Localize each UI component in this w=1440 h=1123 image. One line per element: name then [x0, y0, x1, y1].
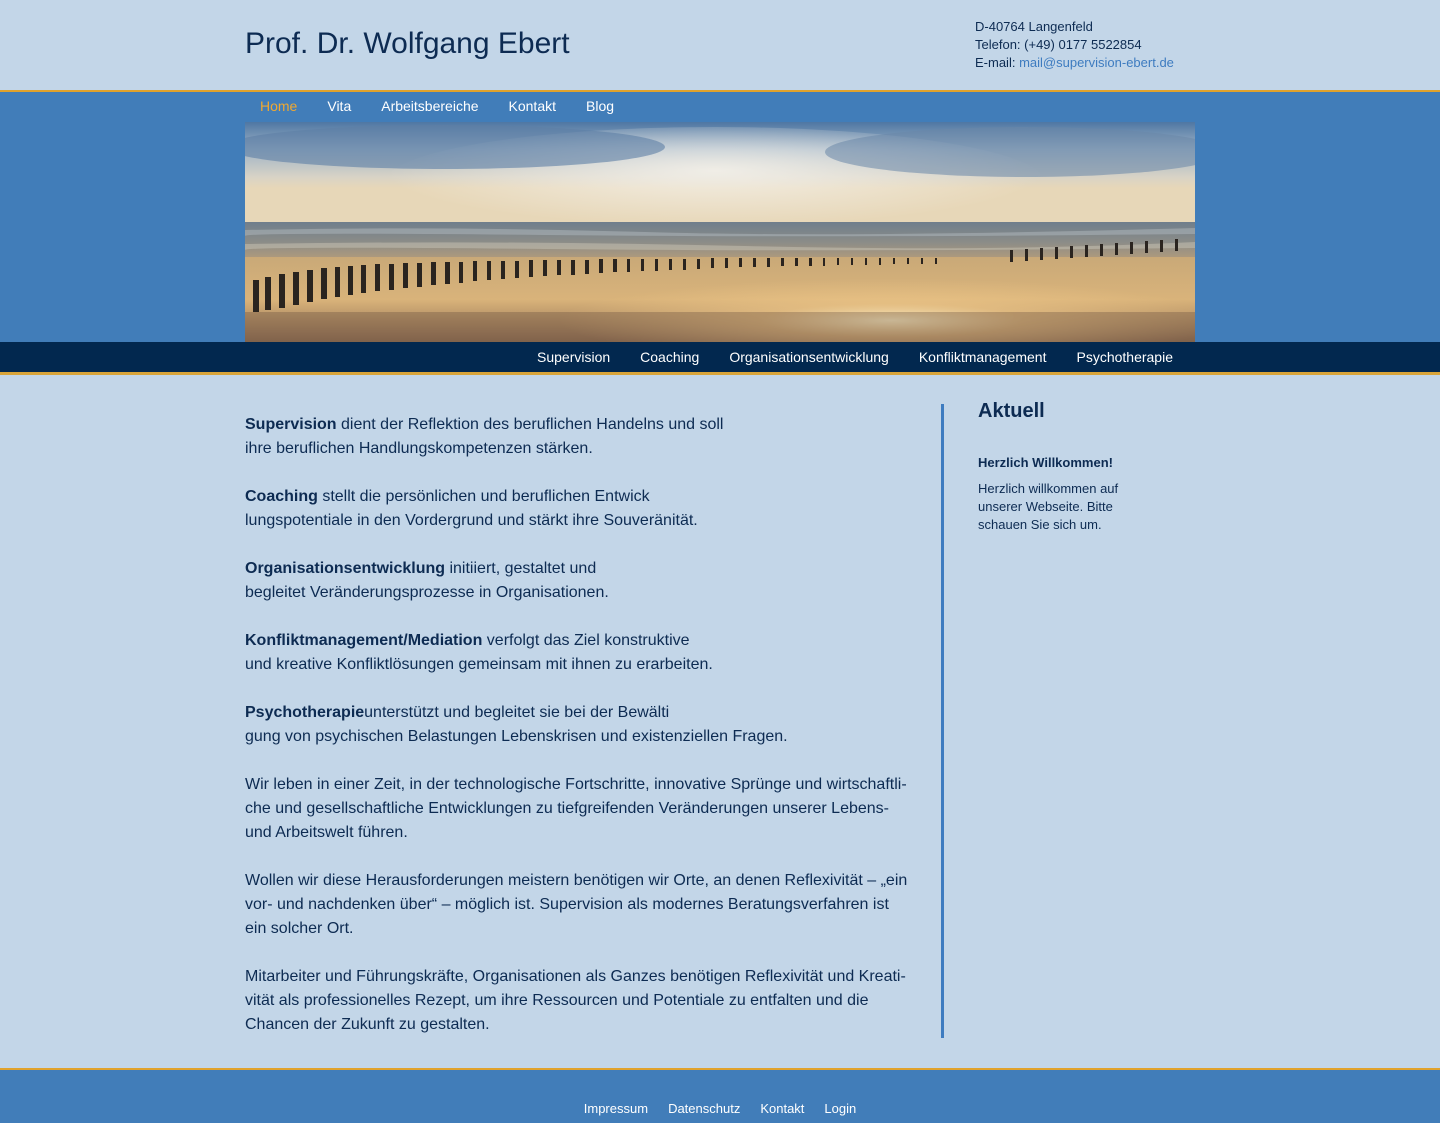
service-nav-bar [0, 342, 1440, 375]
text: che und gesellschaftliche Entwicklungen zu tiefgreifenden Veränderungen unserer Lebens- [245, 800, 889, 817]
text: stellt die persönlichen und beruflichen Entwick [317, 488, 650, 505]
subnav-psychotherapie[interactable]: Psychotherapie [1076, 349, 1173, 365]
sidebar-title: Aktuell [978, 400, 1045, 422]
text: Herzlich willkommen auf [978, 481, 1119, 496]
email-line [975, 54, 1174, 72]
news-text [978, 480, 1158, 534]
text: lungspotentiale in den Vordergrund und stärkt ihre Souveränität. [245, 512, 698, 529]
text: Wollen wir diese Herausforderungen meistern benötigen wir Orte, an denen Reflexivität – „ein [245, 872, 908, 889]
paragraph-supervision [245, 413, 915, 461]
paragraph-psychotherapie [245, 701, 915, 749]
term-supervision: Supervision [245, 416, 337, 433]
column-divider [941, 404, 944, 1038]
footer-impressum[interactable]: Impressum [583, 1101, 649, 1116]
text: ein solcher Ort. [245, 920, 354, 937]
contact-info [975, 18, 1174, 72]
footer-login[interactable]: Login [824, 1101, 857, 1116]
subnav-supervision[interactable]: Supervision [537, 349, 611, 365]
site-header [0, 0, 1440, 90]
paragraph-konfliktmanagement [245, 629, 915, 677]
subnav-coaching[interactable]: Coaching [640, 349, 700, 365]
text: unserer Webseite. Bitte [978, 499, 1113, 514]
term-coaching: Coaching [245, 488, 318, 505]
text: und kreative Konfliktlösungen gemeinsam mit ihnen zu erarbeiten. [245, 656, 713, 673]
site-footer [0, 1068, 1440, 1123]
site-title[interactable]: Prof. Dr. Wolfgang Ebert [245, 27, 570, 60]
text: verfolgt das Ziel konstruktive [482, 632, 690, 649]
term-psychotherapie: Psychotherapie [245, 704, 365, 721]
text: Chancen der Zukunft zu gestalten. [245, 1016, 490, 1033]
nav-home[interactable]: Home [260, 98, 298, 114]
text: ihre beruflichen Handlungskompetenzen stärken. [245, 440, 593, 457]
subnav-konfliktmanagement[interactable]: Konfliktmanagement [918, 349, 1047, 365]
main-nav [260, 98, 614, 114]
address: D-40764 Langenfeld [975, 19, 1093, 34]
text: Wir leben in einer Zeit, in der technologische Fortschritte, innovative Sprünge und wirtschaftli- [245, 776, 907, 793]
main-content [245, 413, 915, 1061]
paragraph-reflexivitaet [245, 869, 915, 941]
text: dient der Reflektion des beruflichen Handelns und soll [336, 416, 724, 433]
text: gung von psychischen Belastungen Lebenskrisen und existenziellen Fragen. [245, 728, 788, 745]
paragraph-organisationsentwicklung [245, 557, 915, 605]
footer-datenschutz[interactable]: Datenschutz [668, 1101, 741, 1116]
term-konfliktmanagement: Konfliktmanagement/Mediation [245, 632, 483, 649]
phone: Telefon: (+49) 0177 5522854 [975, 37, 1142, 52]
text: unterstützt und begleitet sie bei der Bewälti [364, 704, 670, 721]
text: Mitarbeiter und Führungskräfte, Organisationen als Ganzes benötigen Reflexivität und Kreati- [245, 968, 906, 985]
nav-kontakt[interactable]: Kontakt [508, 98, 556, 114]
footer-kontakt[interactable]: Kontakt [760, 1101, 805, 1116]
paragraph-zeit [245, 773, 915, 845]
text: schauen Sie sich um. [978, 517, 1102, 532]
nav-vita[interactable]: Vita [327, 98, 352, 114]
text: vität als professionelles Rezept, um ihre Ressourcen und Potentiale zu entfalten und die [245, 992, 869, 1009]
sidebar [978, 400, 1158, 534]
paragraph-mitarbeiter [245, 965, 915, 1037]
term-organisationsentwicklung: Organisationsentwicklung [245, 560, 446, 577]
service-nav [537, 349, 1173, 365]
news-title[interactable]: Herzlich Willkommen! [978, 455, 1113, 470]
text: initiiert, gestaltet und [445, 560, 597, 577]
hero-image [245, 122, 1195, 342]
beach-sunset-image [245, 122, 1195, 342]
text: und Arbeitswelt führen. [245, 824, 408, 841]
email-label: E-mail: [975, 55, 1016, 70]
text: vor- und nachdenken über“ – möglich ist. Supervision als modernes Beratungsverfahren ist [245, 896, 889, 913]
footer-nav [0, 1101, 1440, 1116]
nav-arbeitsbereiche[interactable]: Arbeitsbereiche [381, 98, 479, 114]
paragraph-coaching [245, 485, 915, 533]
text: begleitet Veränderungsprozesse in Organisationen. [245, 584, 609, 601]
subnav-organisationsentwicklung[interactable]: Organisationsentwicklung [729, 349, 889, 365]
email-link[interactable]: mail@supervision-ebert.de [1019, 55, 1174, 70]
nav-blog[interactable]: Blog [586, 98, 615, 114]
